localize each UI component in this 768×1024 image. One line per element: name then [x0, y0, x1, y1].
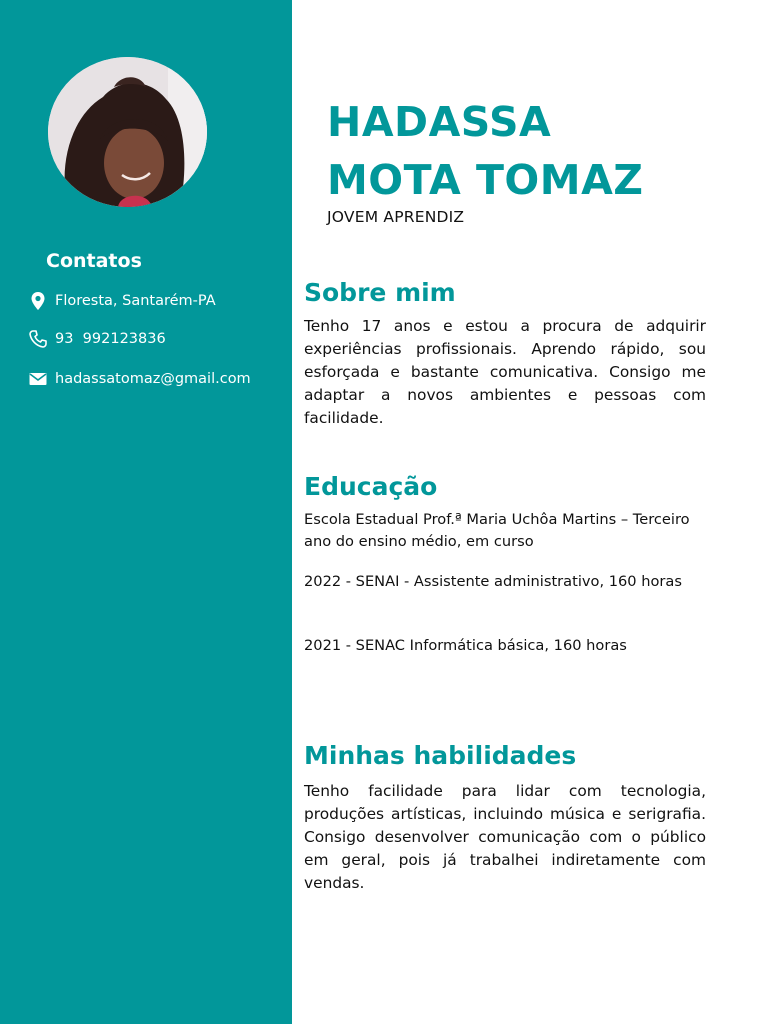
education-item: Escola Estadual Prof.ª Maria Uchôa Martins – Terceiro ano do ensino médio, em curso: [304, 511, 690, 550]
mail-icon: [28, 369, 48, 389]
about-title: Sobre mim: [304, 278, 456, 307]
phone-icon: [28, 329, 48, 349]
contact-email-text: hadassatomaz@gmail.com: [55, 371, 251, 387]
profile-photo: [48, 57, 207, 207]
skills-text: Tenho facilidade para lidar com tecnologia, produções artísticas, incluindo música e serigrafia. Consigo desenvolver comunicação com o público em geral, pois já trabalhei indiretamente com vendas.: [304, 782, 706, 892]
avatar: [48, 57, 207, 207]
sidebar: [0, 0, 292, 1024]
job-title: JOVEM APRENDIZ: [327, 208, 465, 226]
education-item: 2022 - SENAI - Assistente administrativo, 160 horas: [304, 573, 682, 590]
skills-title: Minhas habilidades: [304, 741, 577, 770]
contact-location: [28, 291, 216, 311]
education-item: 2021 - SENAC Informática básica, 160 horas: [304, 637, 627, 654]
contact-email: [28, 369, 251, 389]
full-name: [327, 93, 727, 209]
contact-location-text: Floresta, Santarém-PA: [55, 293, 216, 309]
about-text: Tenho 17 anos e estou a procura de adquirir experiências profissionais. Aprendo rápido, sou esforçada e bastante comunicativa. Consigo me adaptar a novos ambientes e pessoas com facilidade.: [304, 317, 706, 427]
name-line-2: MOTA TOMAZ: [327, 156, 644, 204]
contacts-title: Contatos: [46, 250, 142, 272]
contact-phone: [28, 329, 166, 349]
contact-phone-text: 93 992123836: [55, 331, 166, 347]
map-pin-icon: [28, 291, 48, 311]
name-line-1: HADASSA: [327, 98, 552, 146]
education-title: Educação: [304, 472, 438, 501]
